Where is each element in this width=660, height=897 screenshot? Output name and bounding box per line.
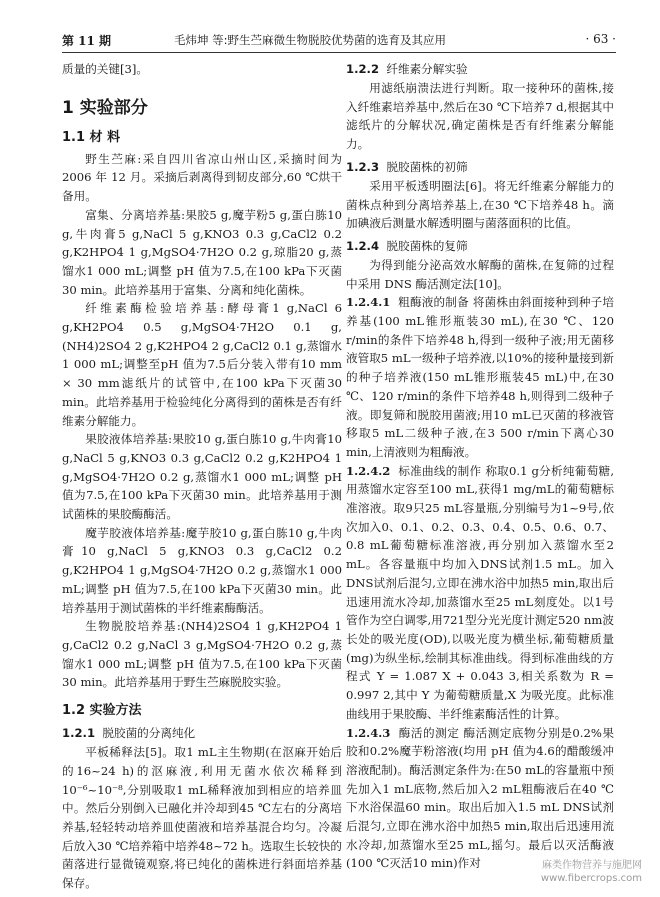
subsubsection-primary-screen-heading [346, 158, 614, 176]
paragraph-cellulase-medium: 纤维素酶检验培养基:酵母膏1 g,NaCl 6 g,KH2PO4 0.5 g,MgSO4·7H2O 0.1 g,(NH4)2SO4 2 g,K2HPO4 2 g,CaCl2 0.1 g,蒸馏水1 000 mL;调整至pH 值为7.5后分装入带有10 mm × 30 mm滤纸片的试管中,在100 kPa下灭菌30 min。此培养基用于检验纯化分离得到的菌株是否有纤维素分解能力。 [62, 301, 342, 428]
heading-text: 脱胶菌株的复筛 [386, 238, 468, 253]
watermark-url: www.fibercrops.com [540, 873, 642, 884]
paragraph-isolation: 平板稀释法[5]。取1 mL主生物期(在沤麻开始后的16~24 h)的沤麻液,利用无菌水依次稀释到10⁻⁶~10⁻⁸,分别吸取1 mL稀释液加到相应的培养皿中。然后分别倒入已融化并冷却到45 ℃左右的分离培养基,轻轻转动培养皿使菌液和培养基混合均匀。冷凝后放入30 ℃培养箱中培养48~72 h。选取生长较快的菌落进行显微镜观察,将已纯化的菌株进行斜面培养基保存。 [62, 745, 342, 891]
item-number: 1.2.4.1 [346, 295, 391, 310]
page-header [62, 28, 616, 50]
section-heading-experiment: 1 实验部分 [62, 97, 148, 118]
subsubsection-isolation-heading [62, 724, 342, 742]
item-text: 标准曲线的制作 称取0.1 g分析纯葡萄糖,用蒸馏水定容至100 mL,获得1 mg/mL的葡萄糖标准溶液。取9只25 mL容量瓶,分别编号为1~9号,依次加入0、0.1、0.2、0.3、0.4、0.5、0.6、0.7、0.8 mL葡萄糖标准溶液,再分别加入蒸馏水至2 mL。各容量瓶中均加入DNS试剂1.5 mL。加入DNS试剂后混匀,立即在沸水浴中加热5 min,取出后迅速用流水冷却,加蒸馏水至25 mL刻度处。以1号管作为空白调零,用721型分光光度计测定520 nm波长处的吸光度(OD),以吸光度为横坐标,葡萄糖质量(mg)为纵坐标,绘制其标准曲线。得到标准曲线的方程式 Y = 1.087 X + 0.043 3,相关系数为 R = 0.997 2,其中 Y 为葡萄糖质量,X 为吸光度。此标准曲线用于果胶酶、半纤维素酶活性的计算。 [346, 463, 615, 721]
paragraph-pectin-medium: 果胶液体培养基:果胶10 g,蛋白胨10 g,牛肉膏10 g,NaCl 5 g,KNO3 0.3 g,CaCl2 0.2 g,K2HPO4 1 g,MgSO4·7H2O 0.2 g,蒸馏水1 000 mL;调整 pH 值为7.5,在100 kPa下灭菌30 min。此培养基用于测试菌株的果胶酶酶活。 [62, 432, 342, 522]
item-text: 粗酶液的制备 将菌株由斜面接种到种子培养基(100 mL锥形瓶装30 mL),在30 ℃、120 r/min的条件下培养48 h,得到一级种子液;用无菌移液管取5 mL一级种子培养液,以10%的接种量接到新的种子培养液(150 mL锥形瓶装45 mL)中,在30 ℃、120 r/min的条件下培养48 h,则得到二级种子液。即复筛和脱胶用菌液;用10 mL已灭菌的移液管移取5 mL二级种子液,在3 500 r/min下离心30 min,上清液则为粗酶液。 [346, 295, 615, 459]
subsubsection-rescreen-heading [346, 237, 614, 255]
header-rule [62, 52, 616, 53]
heading-number: 1.2.3 [346, 159, 380, 174]
paragraph-enrichment-medium: 富集、分离培养基:果胶5 g,魔芋粉5 g,蛋白胨10 g,牛肉膏5 g,NaCl 5 g,KNO3 0.3 g,CaCl2 0.2 g,K2HPO4 1 g,MgSO4·7H2O 0.2 g,琼脂20 g,蒸馏水1 000 mL;调整 pH 值为7.5,在100 kPa下灭菌30 min。此培养基用于富集、分离和纯化菌株。 [62, 207, 342, 297]
watermark [541, 859, 642, 885]
issue-number: 第 11 期 [62, 34, 112, 48]
item-number: 1.2.4.3 [346, 725, 391, 740]
heading-number: 1.2.2 [346, 62, 380, 76]
paragraph-degumming-medium: 生物脱胶培养基:(NH4)2SO4 1 g,KH2PO4 1 g,CaCl2 0.2 g,NaCl 3 g,MgSO4·7H2O 0.2 g,蒸馏水1 000 mL;调整 pH 值为7.5,在100 kPa下灭菌30 min。此培养基用于野生苎麻脱胶实验。 [62, 619, 342, 690]
left-column [62, 60, 342, 893]
heading-number: 1.2.4 [346, 238, 380, 253]
intro-tail: 质量的关键[3]。 [62, 62, 148, 76]
paragraph-crude-enzyme [346, 293, 614, 461]
subsubsection-cellulose-heading [346, 60, 614, 78]
page-number: · 63 · [585, 32, 616, 46]
item-number: 1.2.4.2 [346, 463, 391, 478]
heading-number: 1.2.1 [62, 726, 96, 741]
heading-text: 纤维素分解实验 [386, 62, 468, 76]
subsection-methods-heading: 1.2 实验方法 [62, 703, 142, 719]
paragraph-rescreen: 为得到能分泌高效水解酶的菌株,在复筛的过程中采用 DNS 酶活测定法[10]。 [346, 257, 614, 291]
heading-text: 脱胶菌株的初筛 [386, 159, 468, 174]
paragraph-ramie: 野生苎麻:采自四川省凉山州山区,采摘时间为 2006 年 12 月。采摘后剥离得到韧皮部分,60 ℃烘干备用。 [62, 151, 342, 204]
item-text: 酶活的测定 酶活测定底物分别是0.2%果胶和0.2%魔芋粉溶液(均用 pH 值为4.6的醋酸缓冲溶液配制)。酶活测定条件为:在50 mL的容量瓶中预先加入1 mL底物,然后加入2 mL粗酶液后在40 ℃下水浴保温60 min。取出后加入1.5 mL DNS试剂后混匀,立即在沸水浴中加热5 min,取出后迅速用流水冷却,加蒸馏水至25 mL,摇匀。最后以灭活酶液(100 ℃灭活10 min)作对 [346, 725, 614, 871]
running-title: 毛炜坤 等:野生苎麻微生物脱胶优势菌的选育及其应用 [174, 33, 447, 47]
paragraph-enzyme-activity [346, 724, 614, 874]
paragraph-standard-curve [346, 462, 614, 724]
subsection-materials-heading: 1.1 材 料 [62, 129, 121, 145]
heading-text: 脱胶菌的分离纯化 [102, 726, 196, 741]
watermark-line: 麻类作物营养与施肥网 [542, 860, 642, 871]
paragraph-primary-screen: 采用平板透明圈法[6]。将无纤维素分解能力的菌株点种到分离培养基上,在30 ℃下培养48 h。滴加碘液后测量水解透明圈与菌落面积的比值。 [346, 178, 614, 231]
paragraph-filter-paper: 用滤纸崩溃法进行判断。取一接种环的菌株,接入纤维素培养基中,然后在30 ℃下培养7 d,根据其中滤纸片的分解状况,确定菌株是否有纤维素分解能力。 [346, 81, 614, 152]
right-column [346, 60, 614, 873]
paragraph-konjac-medium: 魔芋胶液体培养基:魔芋胶10 g,蛋白胨10 g,牛肉膏10 g,NaCl 5 g,KNO3 0.3 g,CaCl2 0.2 g,K2HPO4 1 g,MgSO4·7H2O 0.2 g,蒸馏水1 000 mL;调整 pH 值为7.5,在100 kPa下灭菌30 min。此培养基用于测试菌株的半纤维素酶酶活。 [62, 525, 342, 615]
